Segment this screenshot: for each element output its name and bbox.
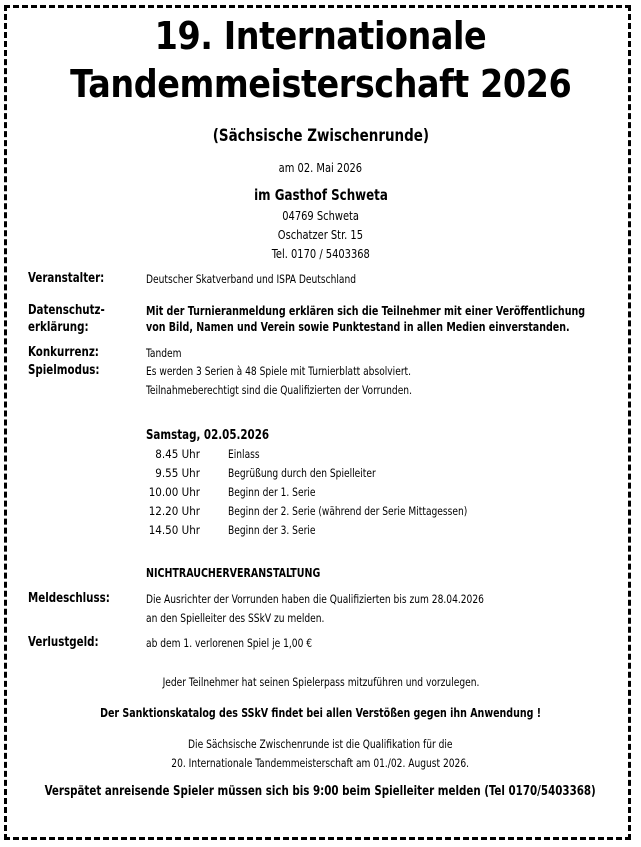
deadline-label: Meldeschluss:	[28, 591, 110, 606]
schedule-event: Beginn der 1. Serie	[228, 485, 316, 499]
non-smoking-notice: NICHTRAUCHERVERANSTALTUNG	[146, 566, 321, 580]
title-line-1: 19. Internationale	[154, 14, 487, 58]
organizer-value: Deutscher Skatverband und ISPA Deutschland	[146, 272, 357, 286]
organizer-label: Veranstalter:	[28, 271, 105, 286]
competition-label: Konkurrenz:	[28, 345, 99, 360]
loss-fee-value: ab dem 1. verlorenen Spiel je 1,00 €	[146, 636, 313, 650]
schedule-time: 10.00 Uhr	[148, 485, 200, 499]
schedule-event: Einlass	[228, 447, 260, 461]
late-arrival-notice: Verspätet anreisende Spieler müssen sich bis 9:00 beim Spielleiter melden (Tel 0170/5403368)	[44, 784, 597, 799]
schedule-event: Beginn der 3. Serie	[228, 523, 316, 537]
qualification-line-1: Die Sächsische Zwischenrunde ist die Qualifikation für die	[188, 737, 453, 751]
venue: im Gasthof Schweta	[253, 186, 388, 204]
privacy-text-line-2: von Bild, Namen und Verein sowie Punktestand in allen Medien einverstanden.	[146, 320, 570, 334]
sanctions-notice: Der Sanktionskatalog des SSkV findet bei allen Verstößen gegen ihn Anwendung !	[99, 706, 542, 720]
loss-fee-label: Verlustgeld:	[28, 635, 99, 650]
address-city: 04769 Schweta	[282, 208, 359, 223]
qualification-line-2: 20. Internationale Tandemmeisterschaft am 01./02. August 2026.	[171, 756, 470, 770]
subtitle: (Sächsische Zwischenrunde)	[212, 126, 429, 146]
schedule-event: Begrüßung durch den Spielleiter	[228, 466, 376, 480]
privacy-label-line-2: erklärung:	[28, 320, 89, 335]
title-line-2: Tandemmeisterschaft 2026	[69, 62, 572, 106]
schedule-event: Beginn der 2. Serie (während der Serie Mittagessen)	[228, 504, 468, 518]
deadline-text-line-1: Die Ausrichter der Vorrunden haben die Qualifizierten bis zum 28.04.2026	[146, 592, 484, 606]
competition-value: Tandem	[146, 346, 182, 360]
venue-phone: Tel. 0170 / 5403368	[271, 246, 370, 261]
schedule-time: 14.50 Uhr	[148, 523, 200, 537]
schedule-time: 12.20 Uhr	[148, 504, 200, 518]
mode-label: Spielmodus:	[28, 363, 100, 378]
event-date: am 02. Mai 2026	[278, 160, 363, 175]
deadline-text-line-2: an den Spielleiter des SSkV zu melden.	[146, 611, 325, 625]
schedule-day: Samstag, 02.05.2026	[146, 428, 270, 443]
mode-text-line-2: Teilnahmeberechtigt sind die Qualifizierten der Vorrunden.	[146, 383, 412, 397]
schedule-time: 8.45 Uhr	[155, 447, 200, 461]
privacy-label-line-1: Datenschutz-	[28, 303, 105, 318]
privacy-text-line-1: Mit der Turnieranmeldung erklären sich die Teilnehmer mit einer Veröffentlichung	[146, 304, 586, 318]
address-street: Oschatzer Str. 15	[277, 227, 364, 242]
mode-text-line-1: Es werden 3 Serien à 48 Spiele mit Turnierblatt absolviert.	[146, 364, 412, 378]
player-pass-notice: Jeder Teilnehmer hat seinen Spielerpass mitzuführen und vorzulegen.	[162, 675, 479, 689]
schedule-time: 9.55 Uhr	[155, 466, 200, 480]
